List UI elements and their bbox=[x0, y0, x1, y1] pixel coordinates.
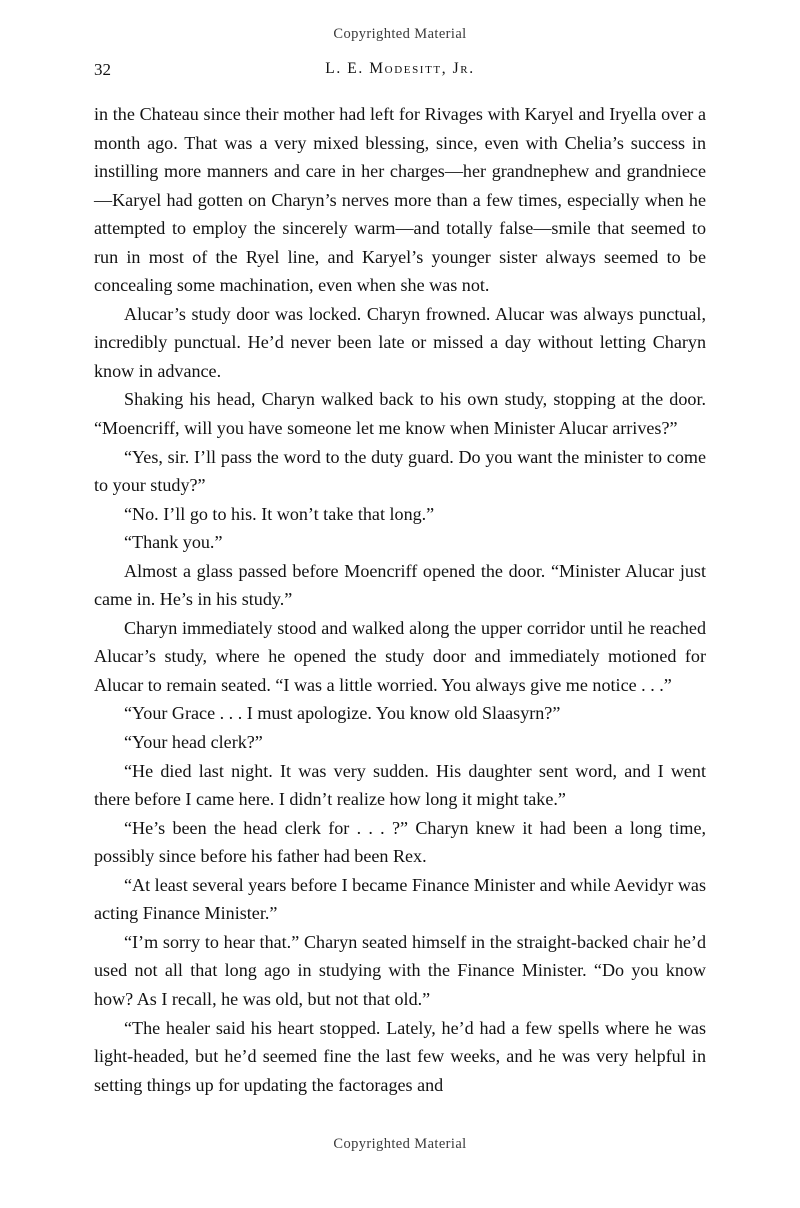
paragraph: “No. I’ll go to his. It won’t take that long.” bbox=[124, 503, 435, 524]
paragraph: “At least several years before I became Finance Minister and while Aevidyr was acting Finance Minister.” bbox=[94, 874, 706, 924]
paragraph: “I’m sorry to hear that.” Charyn seated himself in the straight-backed chair he’d used not all that long ago in studying with the Finance Minister. “Do you know how? As I recall, he was old, but not that old.” bbox=[94, 931, 706, 1009]
paragraph: Almost a glass passed before Moencriff opened the door. “Minister Alucar just came in. He’s in his study.” bbox=[94, 560, 706, 610]
paragraph: Shaking his head, Charyn walked back to his own study, stopping at the door. “Moencriff, will you have someone let me know when Minister Alucar arrives?” bbox=[94, 389, 706, 439]
running-head bbox=[94, 60, 706, 84]
paragraph: “He died last night. It was very sudden. His daughter sent word, and I went there before I came here. I didn’t realize how long it might take.” bbox=[94, 760, 706, 810]
running-head-author: L. E. Modesitt, Jr. bbox=[325, 60, 475, 77]
paragraph: “Your Grace . . . I must apologize. You know old Slaasyrn?” bbox=[124, 703, 561, 724]
paragraph: “Your head clerk?” bbox=[124, 732, 263, 753]
paragraph: Alucar’s study door was locked. Charyn frowned. Alucar was always punctual, incredibly punctual. He’d never been late or missed a day without letting Charyn know in advance. bbox=[94, 303, 706, 381]
page-number: 32 bbox=[94, 60, 111, 79]
paragraph: Charyn immediately stood and walked along the upper corridor until he reached Alucar’s study, where he opened the study door and immediately motioned for Alucar to remain seated. “I was a little worried. You always give me notice . . .” bbox=[94, 617, 706, 695]
paragraph: “The healer said his heart stopped. Lately, he’d had a few spells where he was light-headed, but he’d seemed fine the last few weeks, and he was very helpful in setting things up for updating the factorages and bbox=[94, 1017, 706, 1095]
copyright-watermark-top: Copyrighted Material bbox=[333, 26, 467, 42]
copyright-watermark-bottom: Copyrighted Material bbox=[333, 1136, 467, 1152]
paragraph: in the Chateau since their mother had left for Rivages with Karyel and Iryella over a month ago. That was a very mixed blessing, since, even with Chelia’s success in instilling more manners and care in her charges—her grandnephew and grandniece—Karyel had gotten on Charyn’s nerves more than a few times, especially when he attempted to employ the sincerely warm—and totally false—smile that seemed to run in most of the Ryel line, and Karyel’s younger sister always seemed to be concealing some machination, even when she was not. bbox=[94, 104, 706, 296]
paragraph: “Yes, sir. I’ll pass the word to the duty guard. Do you want the minister to come to your study?” bbox=[94, 446, 706, 496]
body-text bbox=[94, 100, 706, 1099]
paragraph: “Thank you.” bbox=[124, 532, 223, 553]
paragraph: “He’s been the head clerk for . . . ?” Charyn knew it had been a long time, possibly since before his father had been Rex. bbox=[94, 817, 706, 867]
